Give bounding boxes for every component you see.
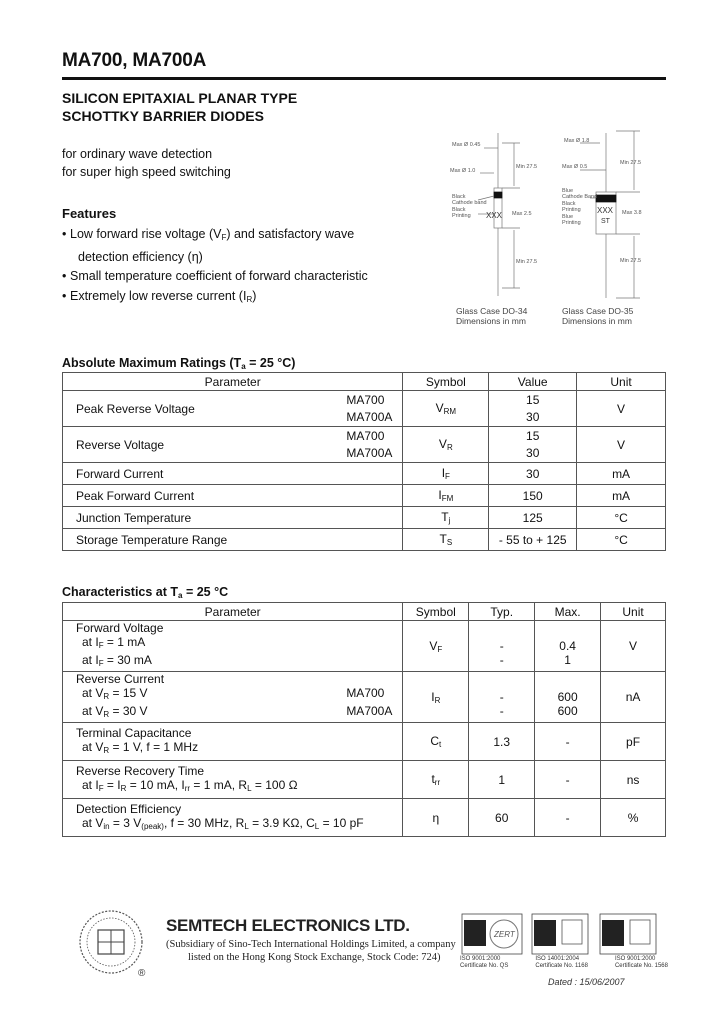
do34-label-max25: Max 2.5: [512, 211, 532, 217]
cond-text: = 100 Ω: [251, 777, 298, 792]
cert-caption-1: [460, 956, 508, 970]
unit-cell: pF: [601, 723, 666, 761]
registered-mark: ®: [138, 968, 146, 979]
page-title: MA700, MA700A: [62, 50, 207, 71]
certification-logos: [460, 912, 670, 956]
variant-ma700: MA700: [346, 686, 385, 700]
abs-max-title-sub: a: [241, 362, 246, 371]
bullet-icon: •: [62, 227, 67, 241]
param-cell: [63, 672, 403, 723]
unit-cell: V: [577, 391, 666, 427]
do34-marking: XXX: [486, 211, 503, 220]
variant-ma700a: MA700A: [346, 445, 393, 460]
do34-caption-1: Glass Case DO-34: [456, 306, 528, 316]
value-1: 15: [526, 428, 540, 443]
abs-max-title-text: = 25 °C): [245, 356, 296, 370]
feature-text: Small temperature coefficient of forward characteristic: [70, 269, 368, 283]
table-row: [63, 391, 666, 427]
max-cell: [535, 621, 601, 672]
feature-text: Extremely low reverse current (I: [70, 288, 247, 303]
max-cell: -: [535, 761, 601, 799]
variant-cell: [346, 392, 398, 426]
chars-title-text: Characteristics at T: [62, 585, 179, 599]
cond-sub: R: [103, 745, 110, 755]
symbol-sub: rr: [434, 778, 441, 787]
do35-label-cathode-band: Cathode Band: [562, 194, 598, 200]
symbol-cell: [403, 761, 469, 799]
do35-label-black: Black: [562, 201, 576, 207]
symbol-cell: [403, 391, 489, 427]
cert-badge-2-icon: [532, 914, 588, 954]
cond-sub: L: [244, 821, 249, 831]
symbol-cell: [403, 723, 469, 761]
symbol-cell: [403, 529, 489, 551]
table-row: [63, 672, 666, 723]
unit-cell: %: [601, 799, 666, 837]
table-row: [63, 485, 666, 507]
do35-label-min275-top: Min 27.5: [620, 160, 642, 166]
do34-label-printing: Printing: [452, 213, 471, 219]
chars-header-row: [63, 603, 666, 621]
unit-cell: mA: [577, 463, 666, 485]
symbol-sub: R: [434, 695, 441, 705]
cond-group: [76, 704, 148, 722]
symbol-cell: η: [403, 799, 469, 837]
symbol-text: T: [439, 532, 447, 546]
company-sub-line-2: listed on the Hong Kong Stock Exchange, Stock Code: 724): [188, 952, 441, 963]
cond-sub: rr: [184, 783, 191, 793]
cond-text: = 1 mA, R: [190, 777, 248, 792]
symbol-cell: [403, 621, 469, 672]
cert-2-number: Certificate No. 1168: [535, 963, 588, 969]
symbol-cell: [403, 672, 469, 723]
col-unit: Unit: [601, 603, 666, 621]
feature-item-3: [62, 287, 368, 310]
cond-text: at I: [82, 635, 99, 649]
dated-stamp: Dated : 15/06/2007: [548, 977, 625, 987]
table-row: [63, 427, 666, 463]
cond-text: = 15 V: [109, 686, 148, 700]
cond-text: = 30 V: [109, 704, 148, 718]
feature-sub: F: [221, 233, 227, 242]
param-cell: [63, 723, 403, 761]
cert-1-title: ISO 9001:2000: [460, 956, 501, 962]
symbol-sub: FM: [441, 494, 454, 503]
symbol-cell: [403, 485, 489, 507]
symbol-text: V: [435, 401, 444, 415]
cond-text: = 1 mA: [103, 635, 146, 649]
do35-label-maxd18: Max Ø 1.8: [564, 138, 590, 144]
symbol-text: T: [441, 510, 449, 524]
table-row: [63, 621, 666, 672]
do35-label-printing: Printing: [562, 207, 581, 213]
features-heading: Features: [62, 206, 117, 221]
do35-label-max38: Max 3.8: [622, 210, 642, 216]
param-cell: [63, 427, 403, 463]
symbol-text: I: [438, 488, 442, 502]
usage-line-1: for ordinary wave detection: [62, 147, 213, 161]
unit-cell: °C: [577, 507, 666, 529]
condition: [76, 740, 398, 758]
do35-label-min275-bot: Min 27.5: [620, 258, 642, 264]
feature-item-2: [62, 267, 368, 287]
condition-2: [76, 704, 398, 722]
value-cell: 125: [489, 507, 577, 529]
param-cell: [63, 799, 403, 837]
cond-text: = 3 V: [109, 815, 142, 830]
cond-group: [76, 686, 148, 704]
cond-sub: L: [314, 821, 320, 831]
cert-caption-2: [535, 956, 588, 970]
symbol-sub: F: [437, 644, 443, 654]
company-name: SEMTECH ELECTRONICS LTD.: [166, 916, 410, 935]
do34-label-cathode-band: Cathode band: [452, 200, 487, 206]
symbol-sub: S: [446, 538, 453, 547]
chars-title: [62, 585, 228, 600]
feature-text: Low forward rise voltage (V: [70, 227, 222, 241]
symbol-cell: [403, 507, 489, 529]
company-sub-line-1: (Subsidiary of Sino-Tech International Holdings Limited, a company: [166, 939, 456, 950]
symbol-text: V: [429, 638, 438, 653]
do35-marking: XXX: [597, 206, 614, 215]
do34-label-black-band: Black: [452, 194, 466, 200]
variant-ma700a: MA700A: [346, 409, 393, 424]
feature-item-1: [62, 225, 368, 248]
feature-text: ): [252, 288, 257, 303]
chars-table: [62, 602, 666, 837]
max-1: 0.4: [559, 639, 576, 653]
do35-label-maxd05: Max Ø 0.5: [562, 164, 588, 170]
param-text: Reverse Current: [76, 672, 165, 686]
typ-cell: [469, 672, 535, 723]
abs-max-header-row: [63, 373, 666, 391]
do35-label-blue: Blue: [562, 188, 574, 194]
cond-sub: in: [103, 821, 110, 831]
condition-2: [76, 653, 398, 671]
subtitle-line-1: SILICON EPITAXIAL PLANAR TYPE: [62, 90, 298, 106]
cert-3-title: ISO 9001:2000: [614, 956, 656, 962]
param-cell: [63, 391, 403, 427]
col-max: Max.: [535, 603, 601, 621]
param-cell: Junction Temperature: [63, 507, 403, 529]
typ-cell: 1.3: [469, 723, 535, 761]
value-2: 30: [526, 409, 540, 424]
do35-caption-2: Dimensions in mm: [562, 316, 632, 326]
value-2: 30: [526, 445, 540, 460]
max-1: 600: [557, 690, 578, 704]
value-cell: [489, 427, 577, 463]
do35-marking-st: ST: [601, 218, 610, 225]
cond-sub: L: [247, 783, 252, 793]
unit-cell: mA: [577, 485, 666, 507]
condition-1: [76, 686, 398, 704]
symbol-text: C: [430, 734, 439, 748]
variant-cell: [346, 428, 398, 462]
cond-text: at I: [82, 653, 99, 667]
feature-sub: R: [246, 294, 253, 304]
col-unit: Unit: [577, 373, 666, 391]
subtitle: [62, 89, 297, 125]
typ-2: -: [499, 704, 504, 718]
cond-sub: (peak): [141, 821, 164, 831]
cond-sub: F: [98, 641, 104, 650]
abs-max-title-text: Absolute Maximum Ratings (T: [62, 356, 242, 370]
do34-label-black: Black: [452, 207, 466, 213]
cond-sub: F: [98, 783, 104, 793]
table-row: [63, 761, 666, 799]
symbol-sub: RM: [443, 407, 457, 416]
max-2: 1: [564, 653, 571, 667]
cond-sub: R: [120, 783, 127, 793]
package-diagram: [440, 128, 670, 333]
param-text: Reverse Voltage: [76, 437, 165, 452]
cond-text: at V: [82, 815, 104, 830]
subtitle-line-2: SCHOTTKY BARRIER DIODES: [62, 108, 264, 124]
cond-text: at I: [82, 777, 99, 792]
param-cell: [63, 621, 403, 672]
param-text: Detection Efficiency: [76, 801, 182, 816]
usage-list: [62, 145, 231, 181]
cond-text: = 10 pF: [319, 815, 364, 830]
cond-sub: F: [98, 659, 104, 668]
do34-label-max045: Max Ø 0.45: [452, 142, 481, 148]
cond-text: = 3.9 KΩ, C: [248, 815, 315, 830]
chars-title-sub: a: [178, 591, 183, 600]
typ-cell: 1: [469, 761, 535, 799]
abs-max-table: [62, 372, 666, 551]
symbol-sub: t: [439, 740, 442, 749]
feature-text: ) and satisfactory wave: [226, 227, 355, 241]
typ-1: -: [499, 690, 504, 704]
cert-1-number: Certificate No. QS: [460, 963, 509, 969]
symbol-cell: [403, 463, 489, 485]
condition: [76, 778, 398, 796]
param-cell: Storage Temperature Range: [63, 529, 403, 551]
variant-ma700a: MA700A: [346, 704, 393, 718]
value-1: 15: [526, 392, 540, 407]
symbol-text: I: [441, 466, 446, 480]
max-cell: -: [535, 723, 601, 761]
feature-text: detection efficiency (η): [78, 249, 203, 264]
value-cell: - 55 to + 125: [489, 529, 577, 551]
col-typ: Typ.: [469, 603, 535, 621]
cert-3-number: Certificate No. 1568: [614, 963, 668, 969]
table-row: [63, 799, 666, 837]
symbol-cell: [403, 427, 489, 463]
condition: [76, 816, 398, 834]
cert-badge-1-icon: [462, 914, 522, 954]
cond-text: = 1 V, f = 1 MHz: [109, 739, 199, 754]
symbol-sub: j: [448, 516, 451, 525]
param-text: Forward Voltage: [76, 621, 164, 635]
typ-cell: [469, 621, 535, 672]
do35-caption-1: Glass Case DO-35: [562, 306, 634, 316]
bullet-icon: •: [62, 288, 67, 303]
do34-label-min275-bot: Min 27.5: [516, 259, 538, 265]
param-text: Reverse Recovery Time: [76, 763, 205, 778]
do34-label-maxd10: Max Ø 1.0: [450, 168, 476, 174]
cond-text: at V: [82, 704, 104, 718]
col-value: Value: [489, 373, 577, 391]
usage-line-2: for super high speed switching: [62, 165, 231, 179]
variant-ma700: MA700: [346, 392, 385, 407]
param-cell: [63, 761, 403, 799]
cert-2-title: ISO 14001:2004: [535, 956, 580, 962]
col-symbol: Symbol: [403, 373, 489, 391]
cond-text: = 10 mA, I: [126, 777, 185, 792]
symbol-text: t: [431, 772, 435, 786]
typ-2: -: [499, 653, 504, 667]
value-cell: 30: [489, 463, 577, 485]
features-list: [62, 225, 368, 309]
symbol-sub: R: [446, 443, 453, 452]
typ-1: -: [499, 639, 504, 653]
unit-cell: ns: [601, 761, 666, 799]
max-2: 600: [557, 704, 578, 718]
param-cell: Peak Forward Current: [63, 485, 403, 507]
max-cell: -: [535, 799, 601, 837]
company-subsidiary: [166, 938, 456, 964]
table-row: [63, 723, 666, 761]
symbol-sub: F: [445, 472, 450, 481]
unit-cell: °C: [577, 529, 666, 551]
cert-captions: [460, 956, 668, 970]
abs-max-title: [62, 356, 295, 371]
value-cell: 150: [489, 485, 577, 507]
typ-cell: 60: [469, 799, 535, 837]
col-parameter: Parameter: [63, 373, 403, 391]
cert-caption-3: [615, 956, 668, 970]
bullet-icon: •: [62, 269, 67, 283]
cond-text: , f = 30 MHz, R: [163, 815, 245, 830]
variant-ma700: MA700: [346, 428, 385, 443]
symbol-text: I: [431, 689, 435, 704]
max-cell: [535, 672, 601, 723]
do34-caption-2: Dimensions in mm: [456, 316, 526, 326]
unit-cell: V: [577, 427, 666, 463]
condition-1: [76, 635, 398, 653]
do35-label-blue-printing: Printing: [562, 220, 581, 226]
param-text: Terminal Capacitance: [76, 725, 192, 740]
cond-text: at V: [82, 686, 104, 700]
cert-badge-3-icon: [600, 914, 656, 954]
do35-label-blue-print: Blue: [562, 214, 574, 220]
do34-label-min275-top: Min 27.5: [516, 164, 538, 170]
svg-text:ZERT: ZERT: [494, 930, 515, 939]
company-logo-icon: [74, 906, 164, 980]
cond-text: = 30 mA: [103, 653, 152, 667]
table-row: [63, 463, 666, 485]
symbol-text: V: [438, 437, 447, 451]
cond-text: = I: [103, 777, 121, 792]
chars-title-text: = 25 °C: [182, 585, 229, 599]
title-rule: [62, 77, 666, 80]
value-cell: [489, 391, 577, 427]
table-row: [63, 529, 666, 551]
param-cell: Forward Current: [63, 463, 403, 485]
param-text: Peak Reverse Voltage: [76, 401, 195, 416]
unit-cell: V: [601, 621, 666, 672]
table-row: [63, 507, 666, 529]
cond-sub: R: [103, 692, 110, 701]
unit-cell: nA: [601, 672, 666, 723]
col-symbol: Symbol: [403, 603, 469, 621]
cond-sub: R: [103, 710, 110, 719]
col-parameter: Parameter: [63, 603, 403, 621]
cond-text: at V: [82, 739, 104, 754]
feature-item-1-cont: [62, 248, 368, 268]
